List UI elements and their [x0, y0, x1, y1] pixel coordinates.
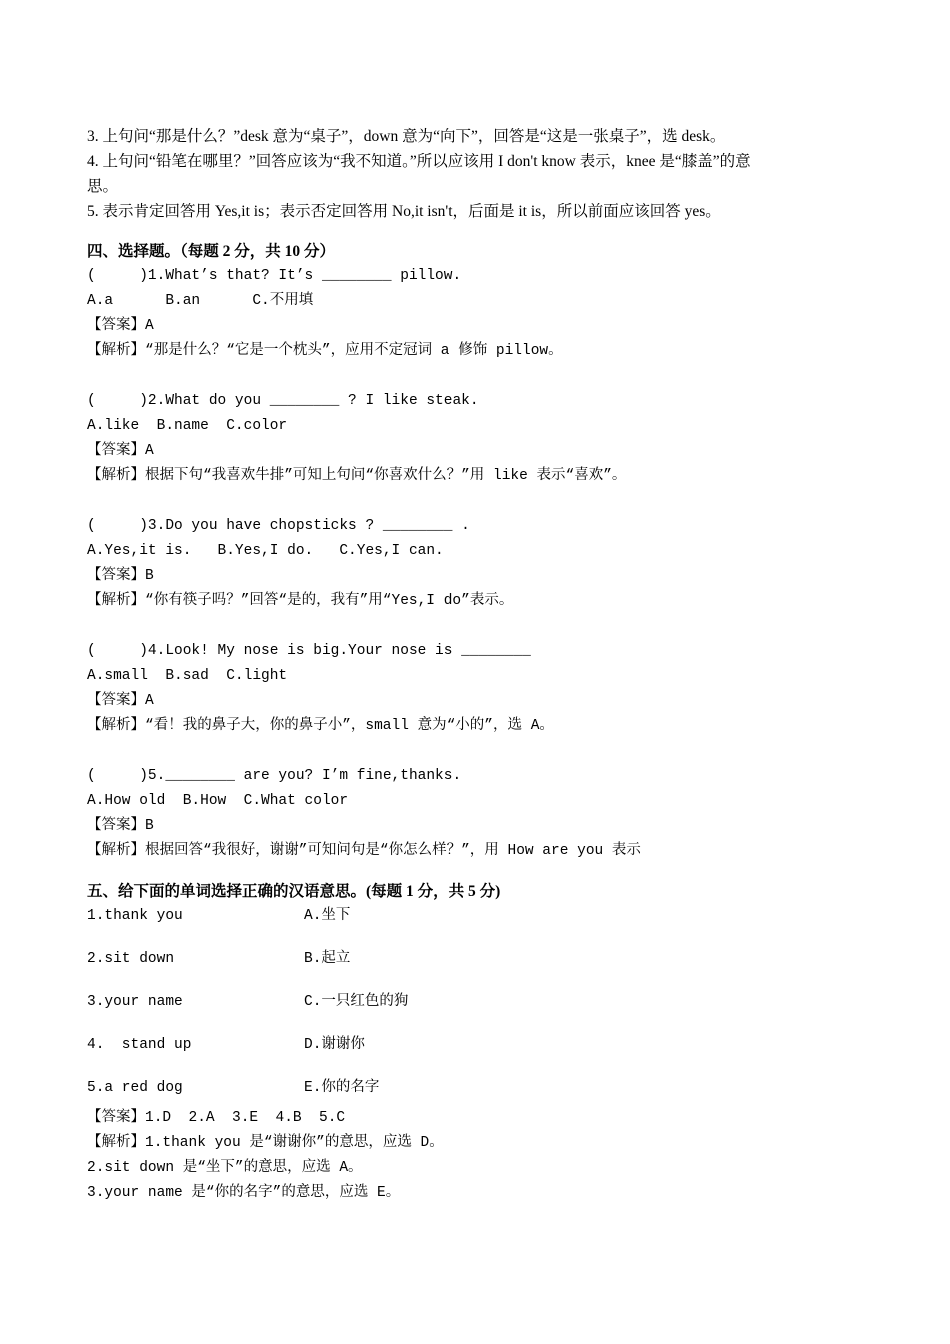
- matching-table: [87, 904, 877, 1206]
- question-text: ( )4.Look! My nose is big.Your nose is ________: [87, 643, 531, 659]
- explanation-line: 5. 表示肯定回答用 Yes,it is；表示否定回答用 No,it isn't，后面是 it is，所以前面应该回答 yes。: [87, 203, 721, 220]
- explanation-line: 3. 上句问“那是什么？”desk 意为“桌子”，down 意为“向下”，回答是“这是一张桌子”，选 desk。: [87, 128, 726, 145]
- question-analysis: 【解析】根据回答“我很好，谢谢”可知问句是“你怎么样？”，用 How are you 表示: [87, 843, 641, 859]
- question-options: A.small B.sad C.light: [87, 668, 288, 684]
- question-answer: 【答案】A: [87, 693, 154, 709]
- question-block: [87, 264, 877, 364]
- document-page: [87, 124, 877, 1206]
- question-options: A.How old B.How C.What color: [87, 793, 349, 809]
- question-text: ( )3.Do you have chopsticks ? ________ .: [87, 518, 470, 534]
- chinese-meaning: A.坐下: [304, 908, 351, 924]
- question-block: [87, 764, 877, 864]
- section5: [87, 879, 877, 1206]
- chinese-meaning: C.一只红色的狗: [304, 994, 409, 1010]
- question-text: ( )5.________ are you? I’m fine,thanks.: [87, 768, 462, 784]
- english-phrase: 1.thank you: [87, 908, 183, 924]
- section3-explanations: [87, 124, 877, 224]
- question-analysis: 【解析】“你有筷子吗？”回答“是的，我有”用“Yes,I do”表示。: [87, 593, 514, 609]
- matching-row: [87, 1076, 877, 1106]
- question-options: A.Yes,it is. B.Yes,I do. C.Yes,I can.: [87, 543, 444, 559]
- question-block: [87, 514, 877, 614]
- analysis-line: 【解析】1.thank you 是“谢谢你”的意思，应选 D。: [87, 1135, 444, 1151]
- english-phrase: 4. stand up: [87, 1037, 192, 1053]
- question-analysis: 【解析】“看！我的鼻子大，你的鼻子小”，small 意为“小的”，选 A。: [87, 718, 554, 734]
- chinese-meaning: E.你的名字: [304, 1080, 380, 1096]
- section-heading: 四、选择题。（每题 2 分，共 10 分）: [87, 243, 336, 260]
- question-analysis: 【解析】根据下句“我喜欢牛排”可知上句问“你喜欢什么？”用 like 表示“喜欢”。: [87, 468, 627, 484]
- analysis-line: 3.your name 是“你的名字”的意思，应选 E。: [87, 1185, 401, 1201]
- explanation-line: 4. 上句问“铅笔在哪里？”回答应该为“我不知道。”所以应该用 I don't know 表示，knee 是“膝盖”的意: [87, 153, 751, 170]
- question-answer: 【答案】B: [87, 568, 154, 584]
- question-answer: 【答案】A: [87, 443, 154, 459]
- question-options: A.like B.name C.color: [87, 418, 288, 434]
- question-options: A.a B.an C.不用填: [87, 293, 314, 309]
- matching-row: [87, 947, 877, 990]
- section4: [87, 239, 877, 864]
- section-heading: 五、给下面的单词选择正确的汉语意思。(每题 1 分，共 5 分): [87, 883, 501, 900]
- english-phrase: 3.your name: [87, 994, 183, 1010]
- matching-row: [87, 1033, 877, 1076]
- question-text: ( )2.What do you ________ ? I like steak.: [87, 393, 479, 409]
- matching-row: [87, 904, 877, 947]
- chinese-meaning: B.起立: [304, 951, 351, 967]
- section-answer: 【答案】1.D 2.A 3.E 4.B 5.C: [87, 1110, 346, 1126]
- question-text: ( )1.What’s that? It’s ________ pillow.: [87, 268, 462, 284]
- english-phrase: 2.sit down: [87, 951, 175, 967]
- question-answer: 【答案】B: [87, 818, 154, 834]
- explanation-line: 思。: [87, 178, 119, 195]
- question-block: [87, 389, 877, 489]
- analysis-line: 2.sit down 是“坐下”的意思，应选 A。: [87, 1160, 363, 1176]
- chinese-meaning: D.谢谢你: [304, 1037, 365, 1053]
- english-phrase: 5.a red dog: [87, 1080, 183, 1096]
- question-answer: 【答案】A: [87, 318, 154, 334]
- question-analysis: 【解析】“那是什么？“它是一个枕头”，应用不定冠词 a 修饰 pillow。: [87, 343, 563, 359]
- question-block: [87, 639, 877, 739]
- matching-row: [87, 990, 877, 1033]
